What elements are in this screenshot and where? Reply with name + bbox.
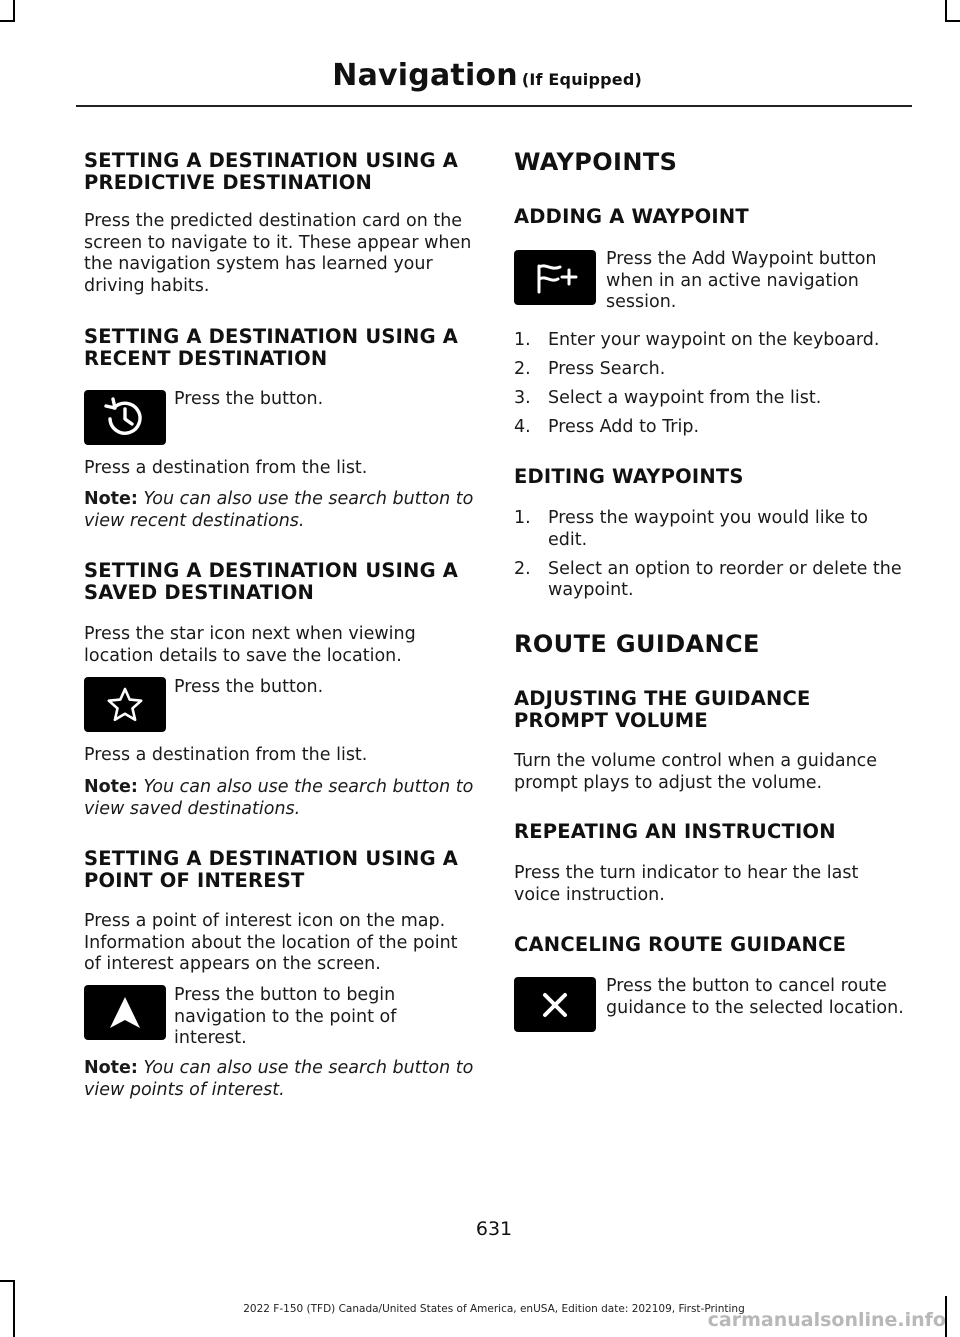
list-item: 2. Select an option to reorder or delete the waypoint. bbox=[514, 558, 902, 600]
predictive-body: Press the predicted destination card on the screen to navigate to it. These appear when the navigation system has learned your driving habits. bbox=[84, 211, 472, 296]
list-item: 3. Select a waypoint from the list. bbox=[514, 388, 822, 408]
header-divider bbox=[76, 105, 912, 107]
guidance-volume-body: Turn the volume control when a guidance prompt plays to adjust the volume. bbox=[514, 751, 878, 793]
header-subtitle: (If Equipped) bbox=[521, 70, 642, 89]
poi-button-text: Press the button to begin navigation to the point of interest. bbox=[174, 985, 397, 1048]
cancel-guidance-button-text: Press the button to cancel route guidance to the selected location. bbox=[606, 976, 904, 1018]
section-heading-saved: SETTING A DESTINATION USING A SAVED DESTINATION bbox=[84, 559, 459, 604]
section-heading-route-guidance: ROUTE GUIDANCE bbox=[514, 630, 760, 658]
editing-waypoint-steps bbox=[514, 508, 906, 602]
list-item: 1. Press the waypoint you would like to edit. bbox=[514, 508, 868, 550]
section-heading-waypoints: WAYPOINTS bbox=[514, 148, 678, 176]
crop-mark bbox=[945, 0, 947, 22]
section-heading-recent: SETTING A DESTINATION USING A RECENT DESTINATION bbox=[84, 325, 459, 370]
history-icon bbox=[102, 395, 148, 441]
page-number: 631 bbox=[475, 1218, 513, 1240]
adding-waypoint-steps bbox=[514, 330, 906, 439]
note-text: You can also use the search button to view saved destinations. bbox=[84, 777, 474, 819]
note-label: Note: bbox=[84, 777, 138, 797]
recent-button-text: Press the button. bbox=[174, 389, 324, 409]
saved-body: Press the star icon next when viewing location details to save the location. bbox=[84, 624, 416, 666]
crop-mark bbox=[0, 1280, 14, 1282]
poi-navigate-button-image bbox=[84, 985, 166, 1040]
poi-body: Press a point of interest icon on the map. Information about the location of the point of interest appears on the screen. bbox=[84, 911, 458, 974]
close-icon bbox=[537, 987, 573, 1023]
crop-mark bbox=[946, 20, 960, 22]
crop-mark bbox=[13, 0, 15, 22]
add-waypoint-button-image bbox=[514, 250, 596, 305]
cancel-guidance-button-image bbox=[514, 977, 596, 1032]
section-heading-editing-waypoints: EDITING WAYPOINTS bbox=[514, 465, 744, 488]
note-text: You can also use the search button to view recent destinations. bbox=[84, 489, 474, 531]
recent-destination-button-image bbox=[84, 390, 166, 445]
list-item: 4. Press Add to Trip. bbox=[514, 417, 700, 437]
navigate-arrow-icon bbox=[105, 993, 145, 1033]
note-label: Note: bbox=[84, 489, 138, 509]
star-icon bbox=[105, 685, 145, 725]
recent-note bbox=[84, 489, 476, 532]
recent-after-text: Press a destination from the list. bbox=[84, 458, 368, 478]
repeat-instruction-body: Press the turn indicator to hear the last voice instruction. bbox=[514, 863, 859, 905]
saved-destination-button-image bbox=[84, 677, 166, 732]
section-heading-adding-waypoint: ADDING A WAYPOINT bbox=[514, 205, 749, 228]
section-heading-predictive: SETTING A DESTINATION USING A PREDICTIVE DESTINATION bbox=[84, 149, 459, 194]
note-label: Note: bbox=[84, 1058, 138, 1078]
add-waypoint-button-text: Press the Add Waypoint button when in an active navigation session. bbox=[606, 249, 877, 312]
page-header bbox=[332, 58, 642, 93]
saved-button-text: Press the button. bbox=[174, 677, 324, 697]
add-waypoint-icon bbox=[529, 258, 581, 298]
section-heading-cancel-guidance: CANCELING ROUTE GUIDANCE bbox=[514, 933, 847, 956]
header-title: Navigation bbox=[332, 58, 518, 93]
saved-note bbox=[84, 777, 476, 820]
saved-after-text: Press a destination from the list. bbox=[84, 745, 368, 765]
list-item: 2. Press Search. bbox=[514, 359, 666, 379]
poi-note bbox=[84, 1058, 476, 1101]
footer-text: 2022 F-150 (TFD) Canada/United States of America, enUSA, Edition date: 202109, First-Printing bbox=[243, 1303, 745, 1315]
section-heading-repeat-instruction: REPEATING AN INSTRUCTION bbox=[514, 820, 836, 843]
crop-mark bbox=[0, 20, 14, 22]
section-heading-poi: SETTING A DESTINATION USING A POINT OF INTEREST bbox=[84, 847, 459, 892]
section-heading-guidance-volume: ADJUSTING THE GUIDANCE PROMPT VOLUME bbox=[514, 687, 811, 732]
list-item: 1. Enter your waypoint on the keyboard. bbox=[514, 330, 880, 350]
watermark: carmanualsonline.info bbox=[707, 1309, 946, 1331]
note-text: You can also use the search button to view points of interest. bbox=[84, 1058, 474, 1100]
